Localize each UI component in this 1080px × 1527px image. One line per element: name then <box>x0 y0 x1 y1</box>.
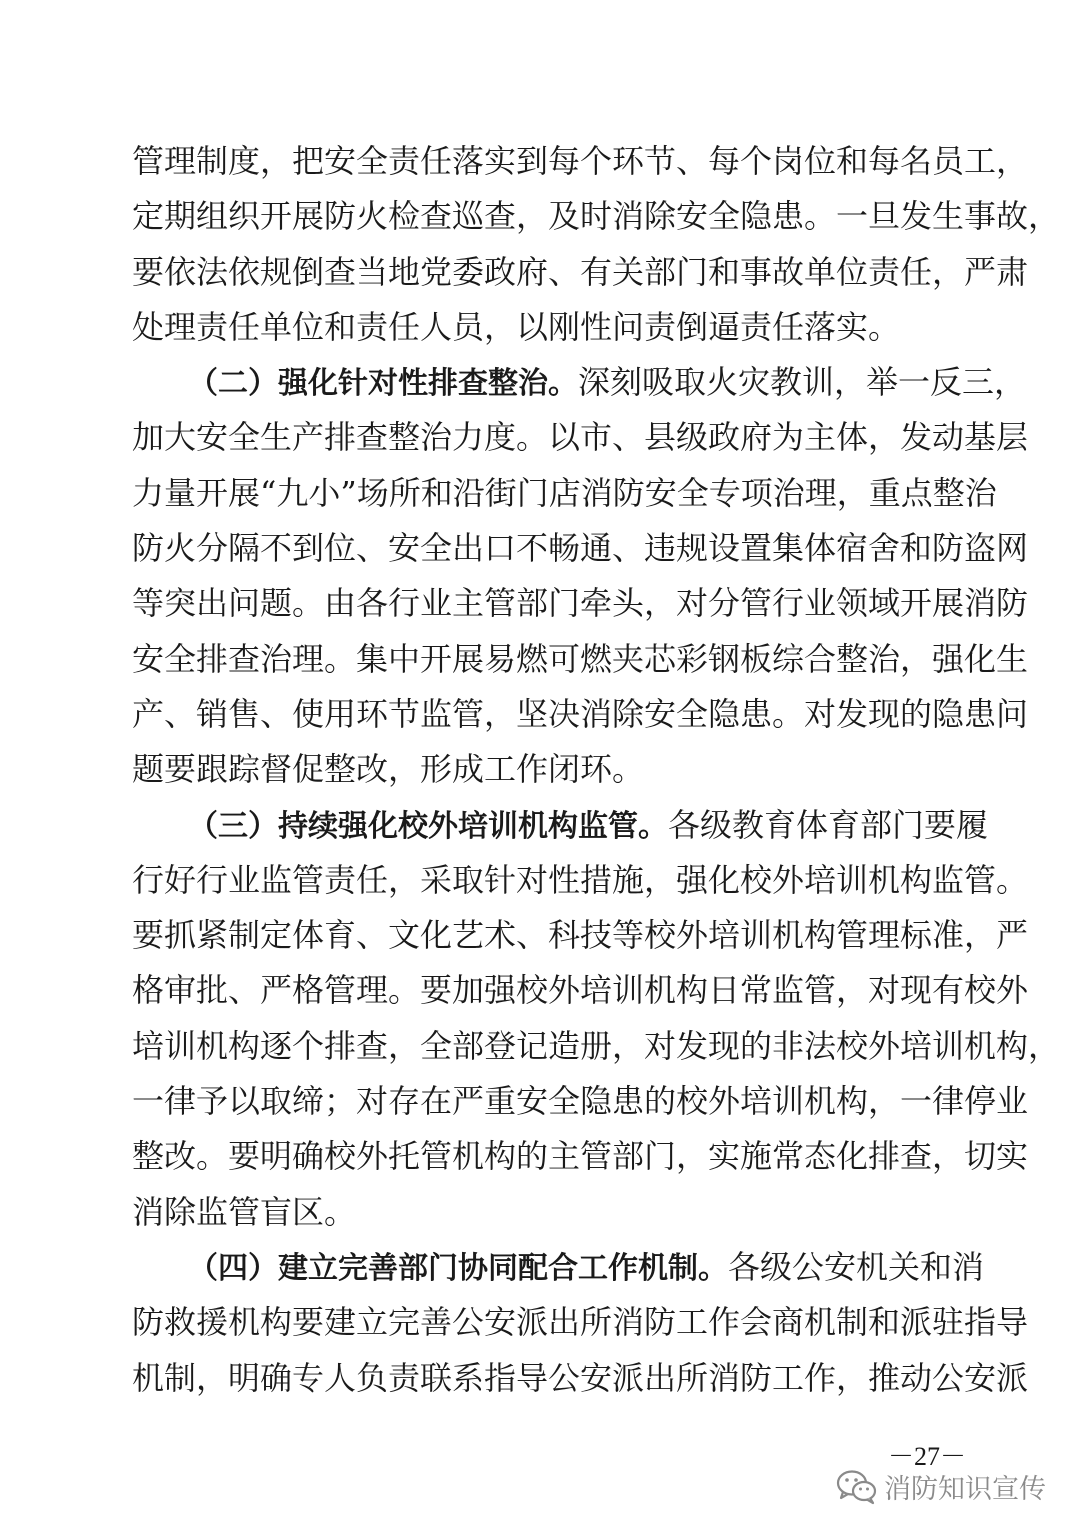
text-line: 培训机构逐个排查，全部登记造册，对发现的非法校外培训机构， <box>132 1026 1061 1065</box>
text-line: 要抓紧制定体育、文化艺术、科技等校外培训机构管理标准，严 <box>132 916 1029 955</box>
text-line: 格审批、严格管理。要加强校外培训机构日常监管，对现有校外 <box>132 971 1029 1010</box>
text-line: 加大安全生产排查整治力度。以市、县级政府为主体，发动基层 <box>132 418 1029 457</box>
paragraph-2-first-line <box>132 355 1027 410</box>
text-line: 力量开展“九小”场所和沿街门店消防安全专项治理，重点整治 <box>132 473 997 512</box>
text-line: 行好行业监管责任，采取针对性措施，强化校外培训机构监管。 <box>132 860 1029 899</box>
page-number: －27－ <box>888 1442 967 1471</box>
watermark-text: 消防知识宣传 <box>884 1474 1046 1505</box>
text-span: 各级教育体育部门要履 <box>668 805 989 844</box>
text-line: 产、销售、使用环节监管，坚决消除安全隐患。对发现的隐患问 <box>132 694 1029 733</box>
watermark <box>836 1467 1046 1506</box>
text-line: 一律予以取缔；对存在严重安全隐患的校外培训机构，一律停业 <box>132 1082 1029 1121</box>
text-line: 防火分隔不到位、安全出口不畅通、违规设置集体宿舍和防盗网 <box>132 529 1029 568</box>
wechat-icon <box>836 1469 878 1505</box>
body-text <box>132 134 1061 1406</box>
text-line: 题要跟踪督促整改，形成工作闭环。 <box>132 750 645 789</box>
text-line: 要依法依规倒查当地党委政府、有关部门和事故单位责任，严肃 <box>132 252 1029 291</box>
paragraph-4-first-line <box>132 1240 985 1295</box>
text-line: 定期组织开展防火检查巡查，及时消除安全隐患。一旦发生事故， <box>132 197 1061 236</box>
text-line: 管理制度，把安全责任落实到每个环节、每个岗位和每名员工， <box>132 142 1029 180</box>
text-line: 消除监管盲区。 <box>132 1192 357 1231</box>
text-span: 深刻吸取火灾教训，举一反三， <box>578 363 1027 402</box>
section-heading-2: （二）强化针对性排查整治。 <box>188 366 578 402</box>
text-line: 整改。要明确校外托管机构的主管部门，实施常态化排查，切实 <box>132 1137 1029 1176</box>
text-line: 安全排查治理。集中开展易燃可燃夹芯彩钢板综合整治，强化生 <box>132 639 1029 678</box>
paragraph-3-first-line <box>132 798 989 853</box>
section-heading-4: （四）建立完善部门协同配合工作机制。 <box>188 1250 728 1286</box>
text-line: 等突出问题。由各行业主管部门牵头，对分管行业领域开展消防 <box>132 584 1029 623</box>
text-line: 处理责任单位和责任人员，以刚性问责倒逼责任落实。 <box>132 307 901 346</box>
text-span: 各级公安机关和消 <box>728 1247 985 1286</box>
text-line: 机制，明确专人负责联系指导公安派出所消防工作，推动公安派 <box>132 1358 1029 1397</box>
section-heading-3: （三）持续强化校外培训机构监管。 <box>188 808 668 844</box>
text-line: 防救援机构要建立完善公安派出所消防工作会商机制和派驻指导 <box>132 1303 1029 1342</box>
